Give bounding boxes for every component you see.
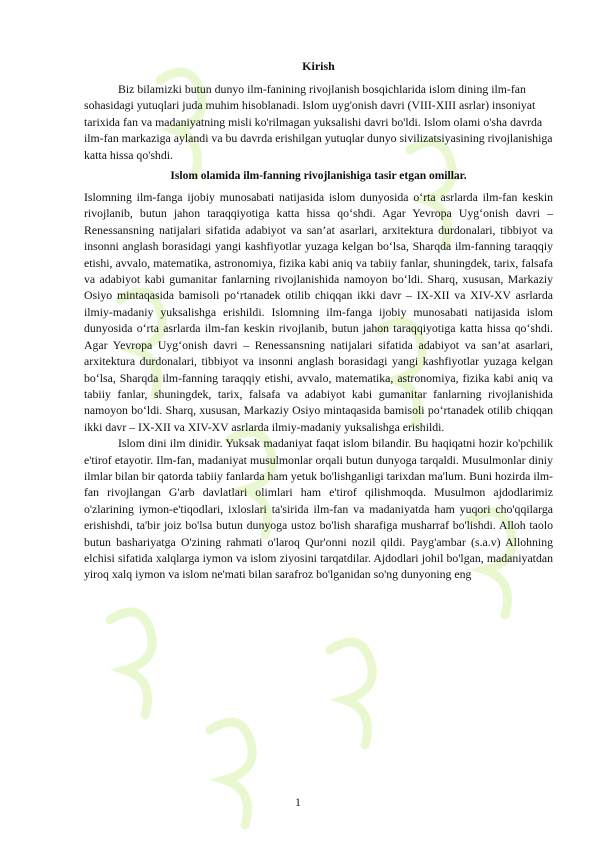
page-title: Kirish xyxy=(302,59,335,73)
section-title: Islom olamida ilm-fanning rivojlanishiga tasir etgan omillar. xyxy=(170,170,467,183)
watermark-glyph xyxy=(330,642,372,745)
watermark-glyph xyxy=(110,612,152,715)
watermark-glyph xyxy=(210,722,252,825)
page-number: 1 xyxy=(295,797,301,809)
body-paragraph-2: Islom dini ilm dinidir. Yuksak madaniyat faqat islom bilandir. Bu haqiqatni hozir ko'pchilik e'tirof etayotir. Ilm-fan, madaniyat musulmonlar orqali butun dunyoga tarqaldi. Musulmonlar diniy ilmlar bilan bir qatorda tabiiy fanlarda ham yetuk bo'lishganligi tarixdan ma'lum. Buni hozirda ilm-fan rivojlangan G'arb davlatlari olimlari ham e'tirof qilishmoqda. Musulmon ajdodlarimiz o'zlarining iymon-e'tiqodlari, ixloslari ta'sirida ilm-fan va madaniyatda ham yuqori cho'qqilarga erishishdi, ta'bir joiz bo'lsa butun dunyoga ustoz bo'lish sharafiga musharraf bo'lishdi. Alloh taolo butun bashariyatga O'zining rahmati o'laroq Qur'onni nozil qildi. Payg'ambar (s.a.v) Allohning elchisi sifatida xalqlarga iymon va islom ziyosini tarqatdilar. Ajdodlari johil bo'lgan, madaniyatdan yiroq xalq iymon va islom ne'mati bilan sarafroz bo'lganidan so'ng dunyoning eng xyxy=(84,436,553,582)
body-paragraph-1: Islomning ilm-fanga ijobiy munosabati natijasida islom dunyosida o‘rta asrlarda ilm-fan keskin rivojlanib, butun jahon taraqqiyotiga katta hissa qo‘shdi. Agar Yevropa Uyg‘onish davri – Renessansning natijalari sifatida adabiyot va san’at asarlari, arxitektura durdonalari, tibbiyot va insonni anglash borasidagi yangi kashfiyotlar yuzaga kelgan bo‘lsa, Sharqda ilm-fanning taraqqiy etishi, avvalo, matematika, astronomiya, fizika kabi aniq va tabiiy fanlar, shuningdek, tarix, falsafa va adabiyot kabi gumanitar fanlarning rivojlanishida namoyon bo‘ldi. Sharq, xususan, Markaziy Osiyo mintaqasida bamisoli po‘rtanadek otilib chiqqan ikki davr – IX-XII va XIV-XV asrlarda ilmiy-madaniy yuksalishga erishildi. Islomning ilm-fanga ijobiy munosabati natijasida islom dunyosida o‘rta asrlarda ilm-fan keskin rivojlanib, butun jahon taraqqiyotiga katta hissa qo‘shdi. Agar Yevropa Uyg‘onish davri – Renessansning natijalari sifatida adabiyot va san’at asarlari, arxitektura durdonalari, tibbiyot va insonni anglash borasidagi yangi kashfiyotlar yuzaga kelgan bo‘lsa, Sharqda ilm-fanning taraqqiy etishi, avvalo, matematika, astronomiya, fizika kabi aniq va tabiiy fanlar, shuningdek, tarix, falsafa va adabiyot kabi gumanitar fanlarning rivojlanishida namoyon bo‘ldi. Sharq, xususan, Markaziy Osiyo mintaqasida bamisoli po‘rtanadek otilib chiqqan ikki davr – IX-XII va XIV-XV asrlarda ilmiy-madaniy yuksalishga erishildi. xyxy=(84,190,553,434)
intro-paragraph: Biz bilamizki butun dunyo ilm-fanining rivojlanish bosqichlarida islom dining ilm-fan sohasidagi yutuqlari juda muhim hisoblanadi. Islom uyg'onish davri (VIII-XIII asrlar) insoniyat tarixida fan va madaniyatning misli ko'rilmagan yuksalishi davri bo'ldi. Islom olami o'sha davrda ilm-fan markaziga aylandi va bu davrda erishilgan yutuqlar dunyo sivilizatsiyasining rivojlanishiga katta hissa qo'shdi. xyxy=(84,82,553,162)
document-page xyxy=(84,58,553,583)
